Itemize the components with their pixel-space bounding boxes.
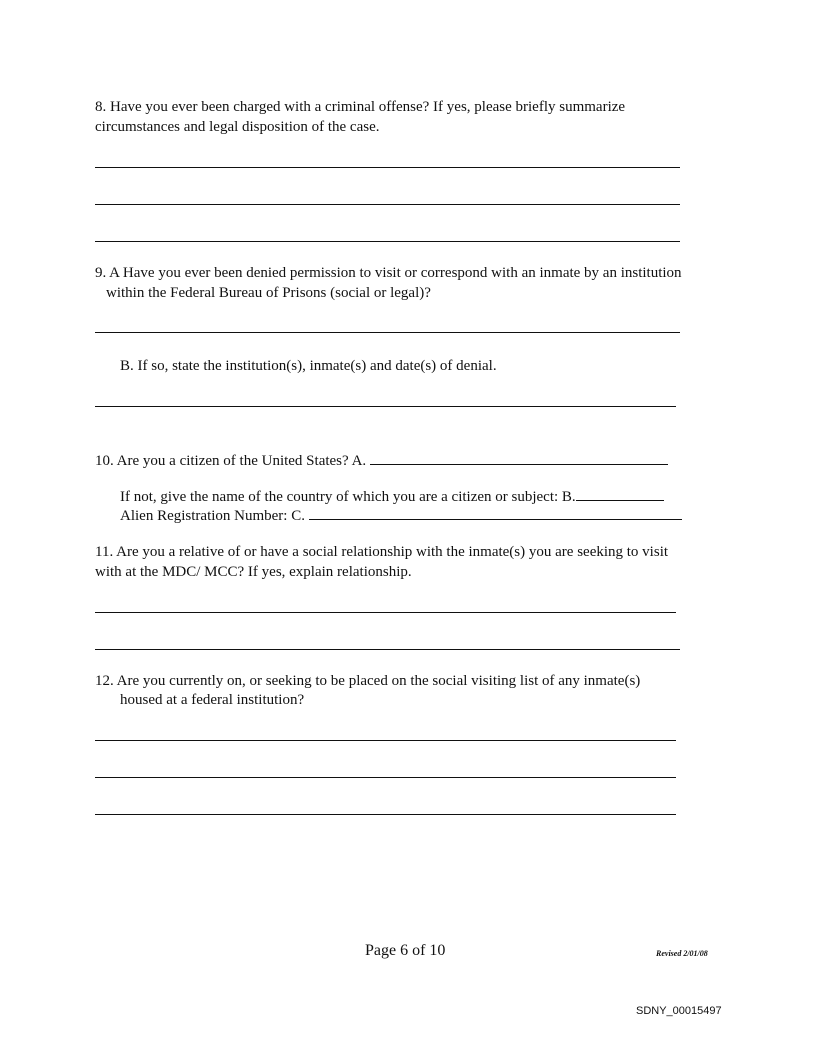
revision-date: Revised 2/01/08 [656,949,708,958]
q10b-label: If not, give the name of the country of which you are a citizen or subject: B. [120,489,576,505]
q11-text-line2: with at the MDC/ MCC? If yes, explain relationship. [95,564,412,580]
q10-text-line2 [120,486,664,507]
q8-text-line1: 8. Have you ever been charged with a criminal offense? If yes, please briefly summarize [95,99,626,115]
q12-text-line1: 12. Are you currently on, or seeking to be placed on the social visiting list of any inmate(s) [95,673,641,689]
q11-answer-line[interactable] [95,612,676,613]
q10c-label: Alien Registration Number: C. [120,508,305,524]
q12-text-line2: housed at a federal institution? [120,692,305,708]
q10-text-line3 [120,505,682,526]
q11-text-line1: 11. Are you a relative of or have a social relationship with the inmate(s) you are seeking to visit [95,544,669,560]
q9-text-line1: 9. A Have you ever been denied permission to visit or correspond with an inmate by an institution [95,265,682,281]
q10a-label: 10. Are you a citizen of the United States? A. [95,453,367,469]
page-number: Page 6 of 10 [365,942,446,959]
q9b-text: B. If so, state the institution(s), inmate(s) and date(s) of denial. [120,358,497,374]
q11-answer-line[interactable] [95,649,680,650]
q12-answer-line[interactable] [95,740,676,741]
q10b-answer-line[interactable] [576,486,664,501]
q9a-answer-line[interactable] [95,332,680,333]
q8-text-line2: circumstances and legal disposition of the case. [95,119,380,135]
q9b-answer-line[interactable] [95,406,676,407]
q8-answer-line[interactable] [95,204,680,205]
q9-text-line2: within the Federal Bureau of Prisons (social or legal)? [106,285,431,301]
q10-text-line1 [95,450,668,471]
q10a-answer-line[interactable] [370,450,668,465]
q8-answer-line[interactable] [95,167,680,168]
bates-number: SDNY_00015497 [636,1005,722,1017]
q12-answer-line[interactable] [95,814,676,815]
q12-answer-line[interactable] [95,777,676,778]
q10c-answer-line[interactable] [309,505,682,520]
q8-answer-line[interactable] [95,241,680,242]
